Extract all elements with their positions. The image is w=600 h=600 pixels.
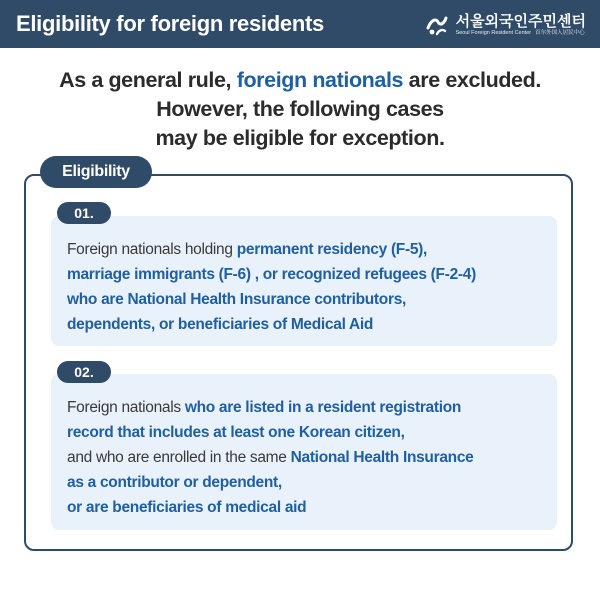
intro-line-1: As a general rule, foreign nationals are excluded.	[59, 68, 541, 92]
item-number-badge: 02.	[57, 361, 111, 383]
intro-text	[0, 66, 600, 153]
page-title: Eligibility for foreign residents	[16, 11, 324, 36]
org-branding	[424, 8, 586, 42]
eligibility-tag: Eligibility	[40, 156, 152, 188]
header-bar	[0, 0, 600, 48]
seoul-center-logo-icon	[424, 12, 450, 38]
item-number-badge: 01.	[57, 202, 111, 224]
eligibility-item-1: Foreign nationals holding permanent residency (F-5), marriage immigrants (F-6) , or recognized refugees (F-2-4) who are National Health Insurance contributors, dependents, or beneficiaries of Medical Aid	[51, 216, 557, 346]
intro-line-2: However, the following cases	[156, 97, 444, 121]
intro-line-3: may be eligible for exception.	[155, 126, 445, 150]
org-name-chinese: 首尔外国人居民中心	[535, 29, 585, 36]
eligibility-item-2: Foreign nationals who are listed in a resident registration record that includes at least one Korean citizen, and who are enrolled in the same National Health Insurance as a contributor or dependent, or are beneficiaries of medical aid	[51, 374, 557, 530]
intro-highlight: foreign nationals	[236, 68, 404, 92]
org-name-korean: 서울외국인주민센터	[455, 12, 586, 30]
org-name-english: Seoul Foreign Resident Center	[455, 29, 532, 36]
